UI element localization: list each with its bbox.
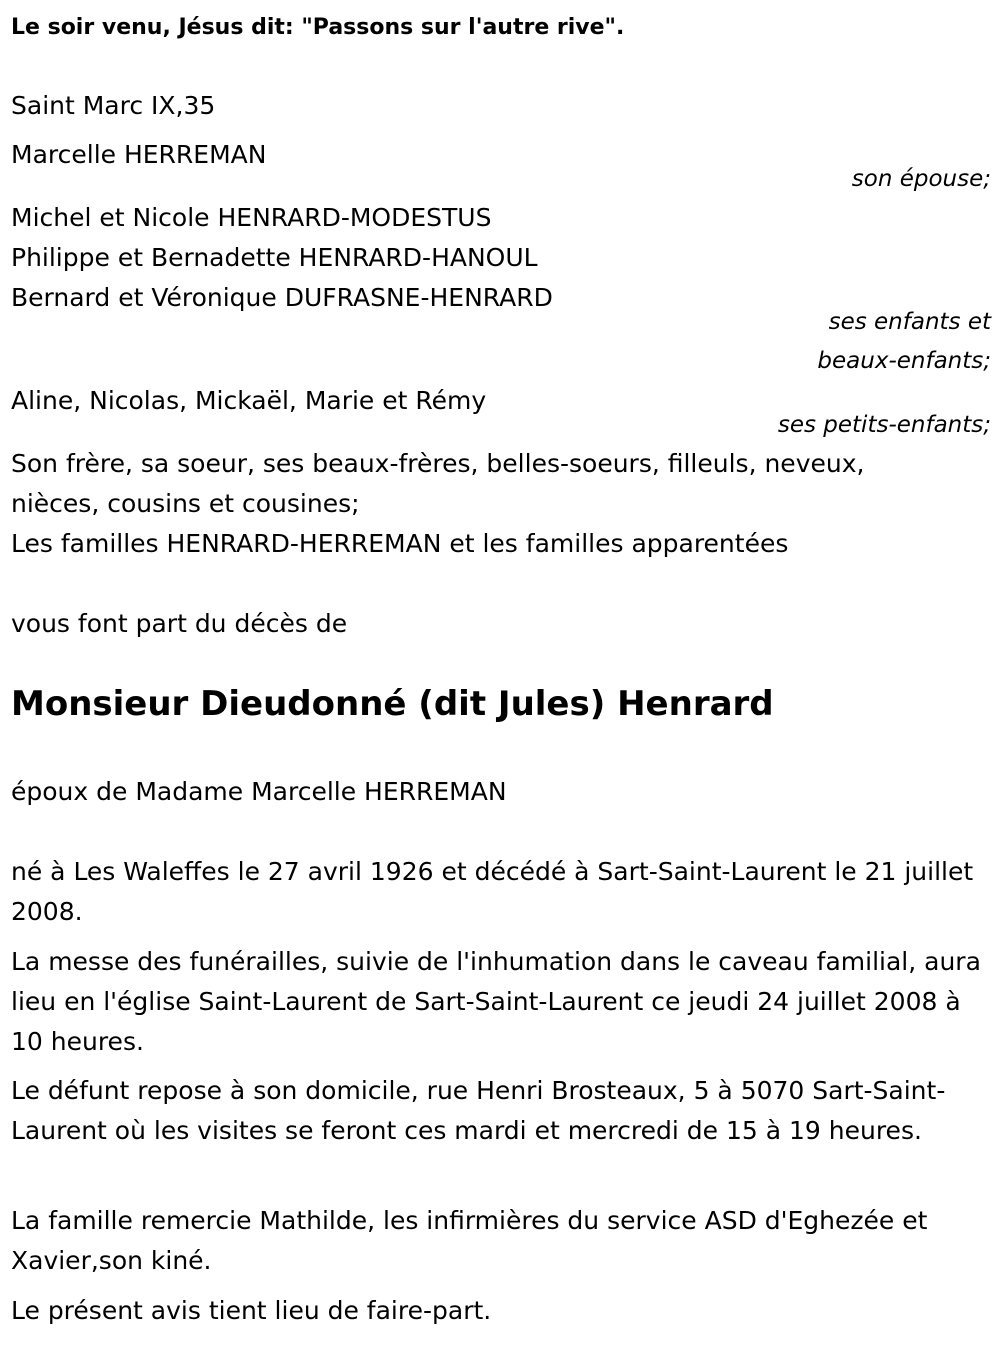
child-couple: Bernard et Véronique DUFRASNE-HENRARD	[11, 283, 553, 312]
deceased-name: Monsieur Dieudonné (dit Jules) Henrard	[11, 684, 774, 724]
grandchildren-names: Aline, Nicolas, Mickaël, Marie et Rémy	[11, 386, 487, 415]
announcement-intro: vous font part du décès de	[11, 609, 348, 638]
families-list: Les familles HENRARD-HERREMAN et les familles apparentées	[11, 529, 789, 558]
notice-paragraph: Le présent avis tient lieu de faire-part.	[11, 1296, 492, 1325]
children-role: ses enfants et	[828, 309, 991, 335]
thanks-paragraph: La famille remercie Mathilde, les infirmières du service ASD d'Eghezée et Xavier,son kiné.	[11, 1206, 928, 1275]
grandchildren-role: ses petits-enfants;	[777, 412, 991, 438]
birth-death-paragraph: né à Les Waleffes le 27 avril 1926 et décédé à Sart-Saint-Laurent le 21 juillet 2008.	[11, 857, 974, 926]
spouse-role: son épouse;	[851, 166, 991, 192]
bible-verse: Le soir venu, Jésus dit: "Passons sur l'autre rive".	[11, 15, 625, 40]
child-couple: Michel et Nicole HENRARD-MODESTUS	[11, 203, 492, 232]
funeral-paragraph: La messe des funérailles, suivie de l'inhumation dans le caveau familial, aura lieu en l'église Saint-Laurent de Sart-Saint-Laurent ce jeudi 24 juillet 2008 à 10 heures.	[11, 947, 981, 1056]
children-role-continued: beaux-enfants;	[817, 348, 991, 374]
spouse-of: époux de Madame Marcelle HERREMAN	[11, 777, 507, 806]
verse-reference: Saint Marc IX,35	[11, 91, 216, 120]
spouse-name: Marcelle HERREMAN	[11, 140, 267, 169]
visitation-paragraph: Le défunt repose à son domicile, rue Henri Brosteaux, 5 à 5070 Sart-Saint-Laurent où les visites se feront ces mardi et mercredi de 15 à 19 heures.	[11, 1076, 946, 1145]
child-couple: Philippe et Bernadette HENRARD-HANOUL	[11, 243, 538, 272]
relatives-list: Son frère, sa soeur, ses beaux-frères, belles-soeurs, filleuls, neveux, nièces, cousins et cousines;	[11, 449, 865, 518]
